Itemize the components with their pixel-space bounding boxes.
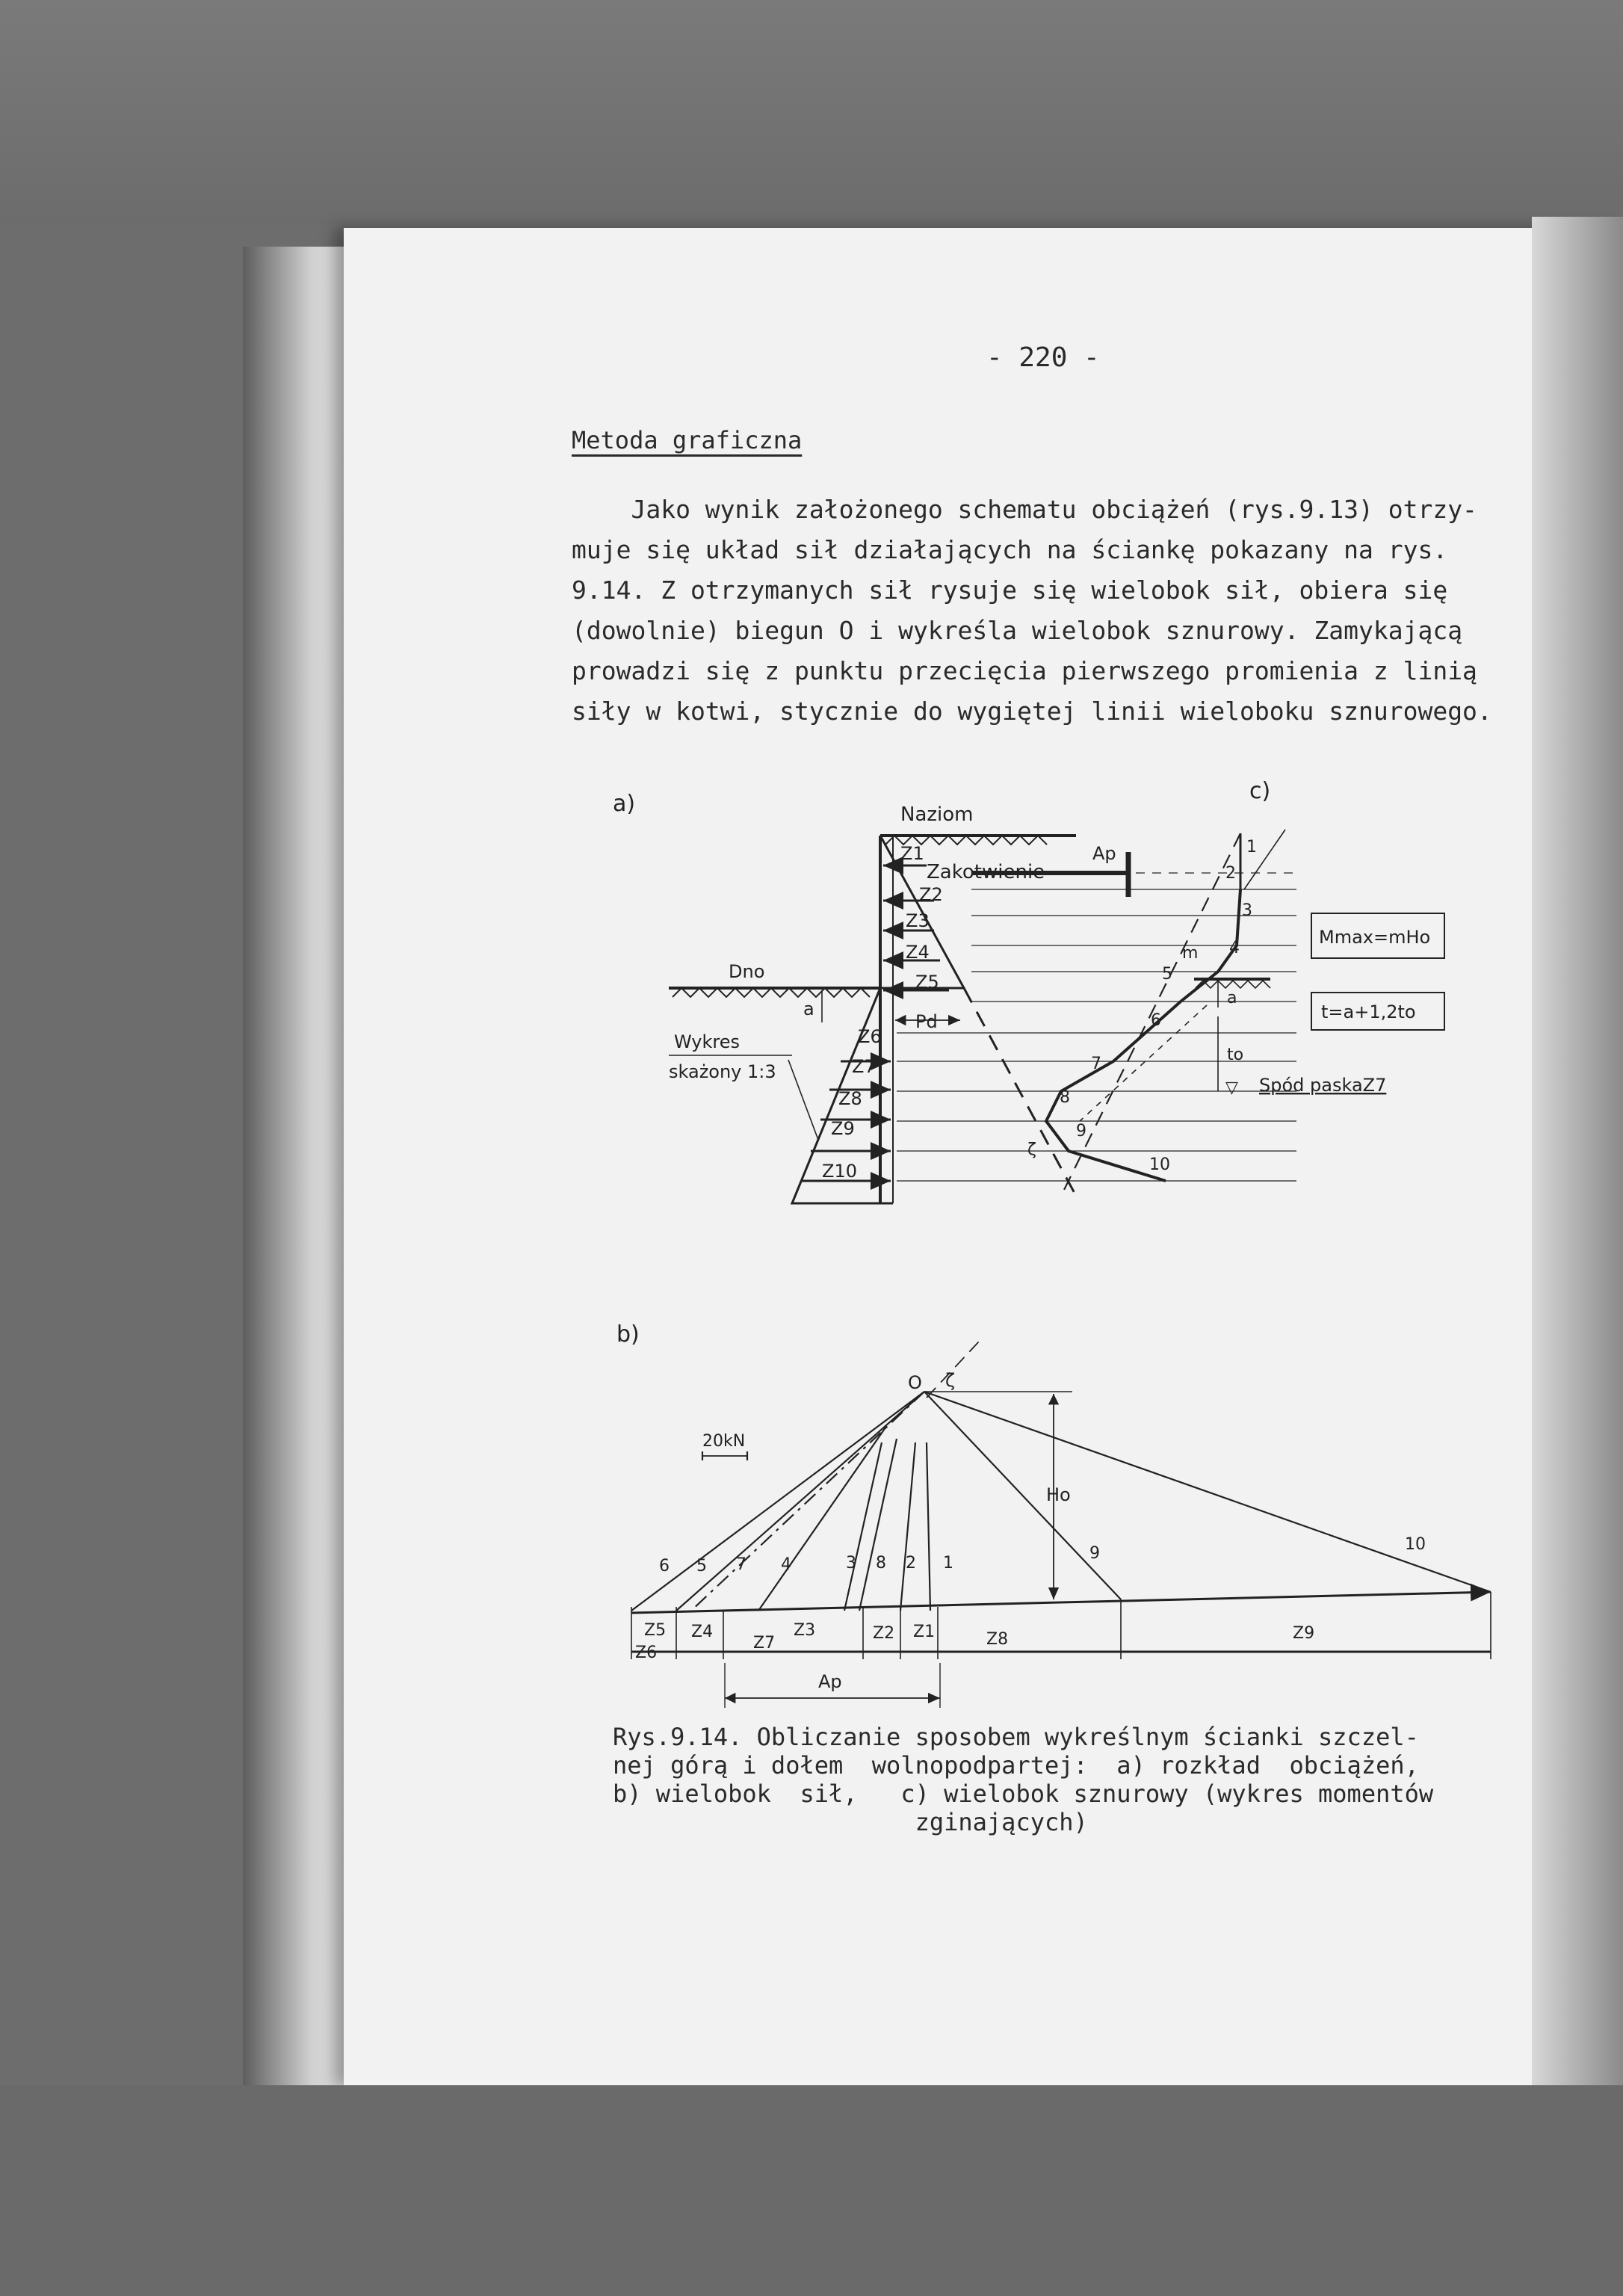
ap-label-b: Ap xyxy=(818,1671,842,1692)
svg-text:to: to xyxy=(1227,1046,1244,1064)
svg-text:7: 7 xyxy=(1091,1055,1101,1073)
zakotwienie-label: Zakotwienie xyxy=(927,861,1045,883)
page-number: - 220 - xyxy=(986,342,1100,373)
label-a: a) xyxy=(613,791,636,817)
h0-label: Ho xyxy=(1046,1484,1071,1505)
svg-text:Z4: Z4 xyxy=(906,942,930,963)
spod-label: Spód paskaZ7 xyxy=(1259,1075,1387,1096)
figure-caption: Rys.9.14. Obliczanie sposobem wykreślnym ścianki szczel- nej górą i dołem wolnopodpartej: a) rozkład obciążeń, b) wielobok sił, c) wielobok sznurowy (wykres momentów zginających) xyxy=(613,1723,1434,1836)
ap-label-a: Ap xyxy=(1092,843,1116,864)
svg-text:Z10: Z10 xyxy=(822,1161,857,1182)
svg-text:Z3: Z3 xyxy=(794,1621,816,1640)
wykres-label: Wykres xyxy=(674,1031,741,1052)
svg-text:Z8: Z8 xyxy=(838,1088,862,1109)
svg-text:8: 8 xyxy=(876,1554,886,1573)
label-c: c) xyxy=(1249,778,1271,804)
svg-text:Z5: Z5 xyxy=(915,972,939,993)
svg-text:8: 8 xyxy=(1060,1088,1070,1107)
svg-text:Z7: Z7 xyxy=(753,1634,776,1652)
svg-text:Z1: Z1 xyxy=(900,843,924,864)
svg-text:Z5: Z5 xyxy=(644,1621,667,1640)
scale-label: 20kN xyxy=(702,1432,746,1451)
svg-text:4: 4 xyxy=(781,1555,791,1574)
svg-text:1: 1 xyxy=(1246,838,1257,857)
svg-text:6: 6 xyxy=(659,1557,670,1576)
svg-text:Z9: Z9 xyxy=(831,1118,855,1139)
label-b: b) xyxy=(616,1321,640,1348)
t-formula-box: t=a+1,2to xyxy=(1321,1002,1416,1022)
svg-text:Z2: Z2 xyxy=(873,1624,895,1643)
svg-text:5: 5 xyxy=(1162,965,1172,984)
svg-text:ζ: ζ xyxy=(1027,1141,1036,1159)
naziom-label: Naziom xyxy=(900,803,974,826)
pd-label: Pd xyxy=(915,1011,938,1032)
svg-text:2: 2 xyxy=(906,1554,916,1573)
svg-text:Z7: Z7 xyxy=(852,1056,876,1077)
svg-text:10: 10 xyxy=(1149,1155,1170,1174)
svg-text:Z2: Z2 xyxy=(919,884,943,905)
svg-text:4: 4 xyxy=(1229,939,1240,957)
pole-label: O xyxy=(908,1372,922,1393)
svg-text:Z3: Z3 xyxy=(906,910,930,931)
svg-text:a: a xyxy=(1227,989,1237,1007)
svg-text:3: 3 xyxy=(846,1554,856,1573)
svg-text:7: 7 xyxy=(736,1555,746,1574)
svg-text:Z4: Z4 xyxy=(691,1623,714,1641)
svg-text:ζ: ζ xyxy=(945,1370,956,1391)
a-label-a: a xyxy=(803,999,814,1019)
svg-text:9: 9 xyxy=(1089,1544,1100,1563)
svg-text:Z6: Z6 xyxy=(635,1644,658,1662)
svg-text:Z6: Z6 xyxy=(858,1026,882,1047)
svg-text:▽: ▽ xyxy=(1225,1078,1238,1097)
svg-text:3: 3 xyxy=(1242,901,1252,920)
svg-text:Z1: Z1 xyxy=(913,1623,936,1641)
svg-text:2: 2 xyxy=(1225,864,1236,883)
svg-text:10: 10 xyxy=(1405,1535,1426,1554)
svg-text:9: 9 xyxy=(1076,1122,1086,1141)
svg-text:Z8: Z8 xyxy=(986,1630,1009,1649)
section-heading: Metoda graficzna xyxy=(572,426,803,454)
svg-text:5: 5 xyxy=(696,1557,707,1576)
svg-text:1: 1 xyxy=(943,1554,953,1573)
svg-text:6: 6 xyxy=(1151,1011,1161,1030)
mmax-box: Mmax=mHo xyxy=(1319,927,1431,948)
svg-text:Z9: Z9 xyxy=(1293,1624,1315,1643)
wykres-skazony-label: skażony 1:3 xyxy=(669,1061,776,1082)
svg-text:m: m xyxy=(1182,944,1199,963)
dno-label: Dno xyxy=(729,961,765,982)
body-paragraph: Jako wynik założonego schematu obciążeń (rys.9.13) otrzy- muje się układ sił działających na ściankę pokazany na rys. 9.14. Z otrzymanych sił rysuje się wielobok sił, obiera się (dowolnie) biegun O i wykreśla wielobok sznurowy. Zamykającą prowadzi się z punktu przecięcia pierwszego promienia z linią siły w kotwi, stycznie do wygiętej linii wieloboku sznurowego. xyxy=(572,495,1492,726)
